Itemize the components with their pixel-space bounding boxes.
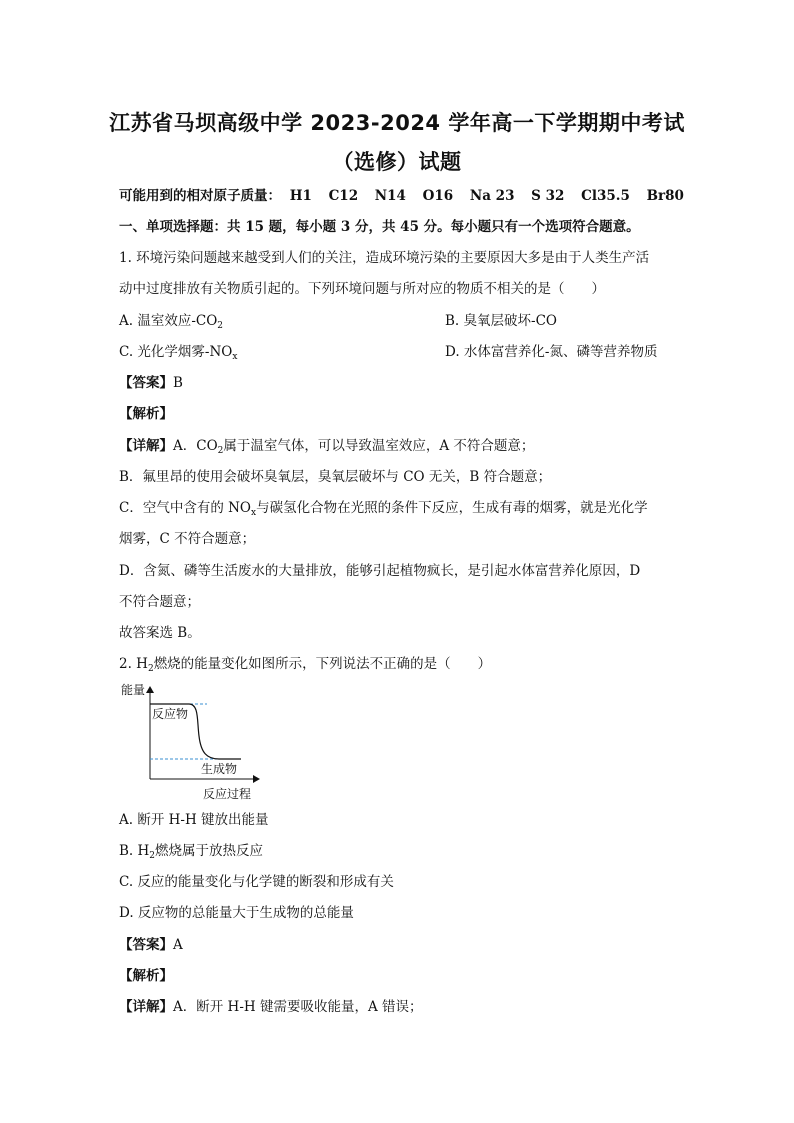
q2-answer xyxy=(119,936,183,954)
energy-diagram xyxy=(119,681,289,801)
q2-stem xyxy=(119,655,491,673)
answer-value: A xyxy=(173,937,183,953)
q2-option-b xyxy=(119,842,263,860)
q1-option-c-text: C. 光化学烟雾-NO xyxy=(119,344,233,360)
detail-text: A．CO xyxy=(173,438,218,454)
q1-detail-b: B．氟里昂的使用会破坏臭氧层，臭氧层破坏与 CO 无关，B 符合题意； xyxy=(119,469,552,485)
q1-detail-c-line-2: 烟雾，C 不符合题意； xyxy=(119,531,256,547)
atomic-masses xyxy=(119,187,696,205)
q2-stem-text: 燃烧的能量变化如图所示，下列说法不正确的是（ ） xyxy=(153,656,492,672)
q1-detail-d-line-1: D．含氮、磷等生活废水的大量排放，能够引起植物疯长，是引起水体富营养化原因，D xyxy=(119,563,641,579)
subscript: 2 xyxy=(147,664,154,674)
subscript: x xyxy=(232,352,238,362)
reactant-label: 反应物 xyxy=(152,707,189,721)
q1-option-c xyxy=(119,343,237,361)
detail-tag: 【详解】 xyxy=(119,999,173,1015)
q2-option-b-text: B. H xyxy=(119,843,150,859)
q1-conclusion: 故答案选 B。 xyxy=(119,625,201,641)
q1-stem-line-1: 1. 环境污染问题越来越受到人们的关注，造成环境污染的主要原因大多是由于人类生产活 xyxy=(119,250,650,266)
q1-detail-a xyxy=(119,437,534,455)
q1-option-d: D. 水体富营养化-氮、磷等营养物质 xyxy=(445,344,658,360)
q2-stem-text: 2. H xyxy=(119,656,148,672)
q2-analysis-tag: 【解析】 xyxy=(119,968,173,984)
q1-option-a-text: A. 温室效应-CO xyxy=(119,313,218,329)
mass-item: Na 23 xyxy=(469,188,515,204)
q1-option-a xyxy=(119,312,223,330)
detail-text: 与碳氢化合物在光照的条件下反应，生成有毒的烟雾，就是光化学 xyxy=(256,500,648,516)
q2-option-a: A. 断开 H-H 键放出能量 xyxy=(119,812,269,828)
q1-detail-c xyxy=(119,499,648,517)
y-axis-label: 能量 xyxy=(121,683,146,697)
detail-text: C．空气中含有的 NO xyxy=(119,500,252,516)
mass-item: Br80 xyxy=(646,188,684,204)
answer-value: B xyxy=(173,375,183,391)
mass-item: H1 xyxy=(289,188,312,204)
q2-option-c: C. 反应的能量变化与化学键的断裂和形成有关 xyxy=(119,874,394,890)
answer-tag: 【答案】 xyxy=(119,375,173,391)
atomic-masses-label: 可能用到的相对原子质量： xyxy=(119,188,281,204)
section-heading: 一、单项选择题：共 15 题，每小题 3 分，共 45 分。每小题只有一个选项符合题意。 xyxy=(119,219,640,235)
q1-detail-d-line-2: 不符合题意； xyxy=(119,594,200,610)
mass-item: C12 xyxy=(328,188,359,204)
title-line-2: （选修）试题 xyxy=(332,150,462,174)
detail-tag: 【详解】 xyxy=(119,438,173,454)
subscript: 2 xyxy=(149,851,156,861)
subscript: 2 xyxy=(217,321,224,331)
q1-answer xyxy=(119,374,183,392)
q2-detail-a xyxy=(119,998,422,1016)
mass-item: S 32 xyxy=(531,188,565,204)
mass-item: Cl35.5 xyxy=(581,188,630,204)
detail-text: A．断开 H-H 键需要吸收能量，A 错误； xyxy=(173,999,423,1015)
q2-option-d: D. 反应物的总能量大于生成物的总能量 xyxy=(119,905,354,921)
x-axis-label: 反应过程 xyxy=(203,787,252,801)
product-label: 生成物 xyxy=(201,762,238,776)
q2-option-b-text: 燃烧属于放热反应 xyxy=(155,843,264,859)
q1-analysis-tag: 【解析】 xyxy=(119,406,173,422)
mass-item: O16 xyxy=(422,188,454,204)
q1-stem-line-2: 动中过度排放有关物质引起的。下列环境问题与所对应的物质不相关的是（ ） xyxy=(119,281,605,297)
title-line-1: 江苏省马坝高级中学 2023-2024 学年高一下学期期中考试 xyxy=(109,111,685,135)
q1-option-b: B. 臭氧层破坏-CO xyxy=(445,313,557,329)
subscript: 2 xyxy=(217,446,224,456)
mass-item: N14 xyxy=(374,188,406,204)
detail-text: 属于温室气体，可以导致温室效应，A 不符合题意； xyxy=(223,438,535,454)
subscript: x xyxy=(251,508,257,518)
answer-tag: 【答案】 xyxy=(119,937,173,953)
